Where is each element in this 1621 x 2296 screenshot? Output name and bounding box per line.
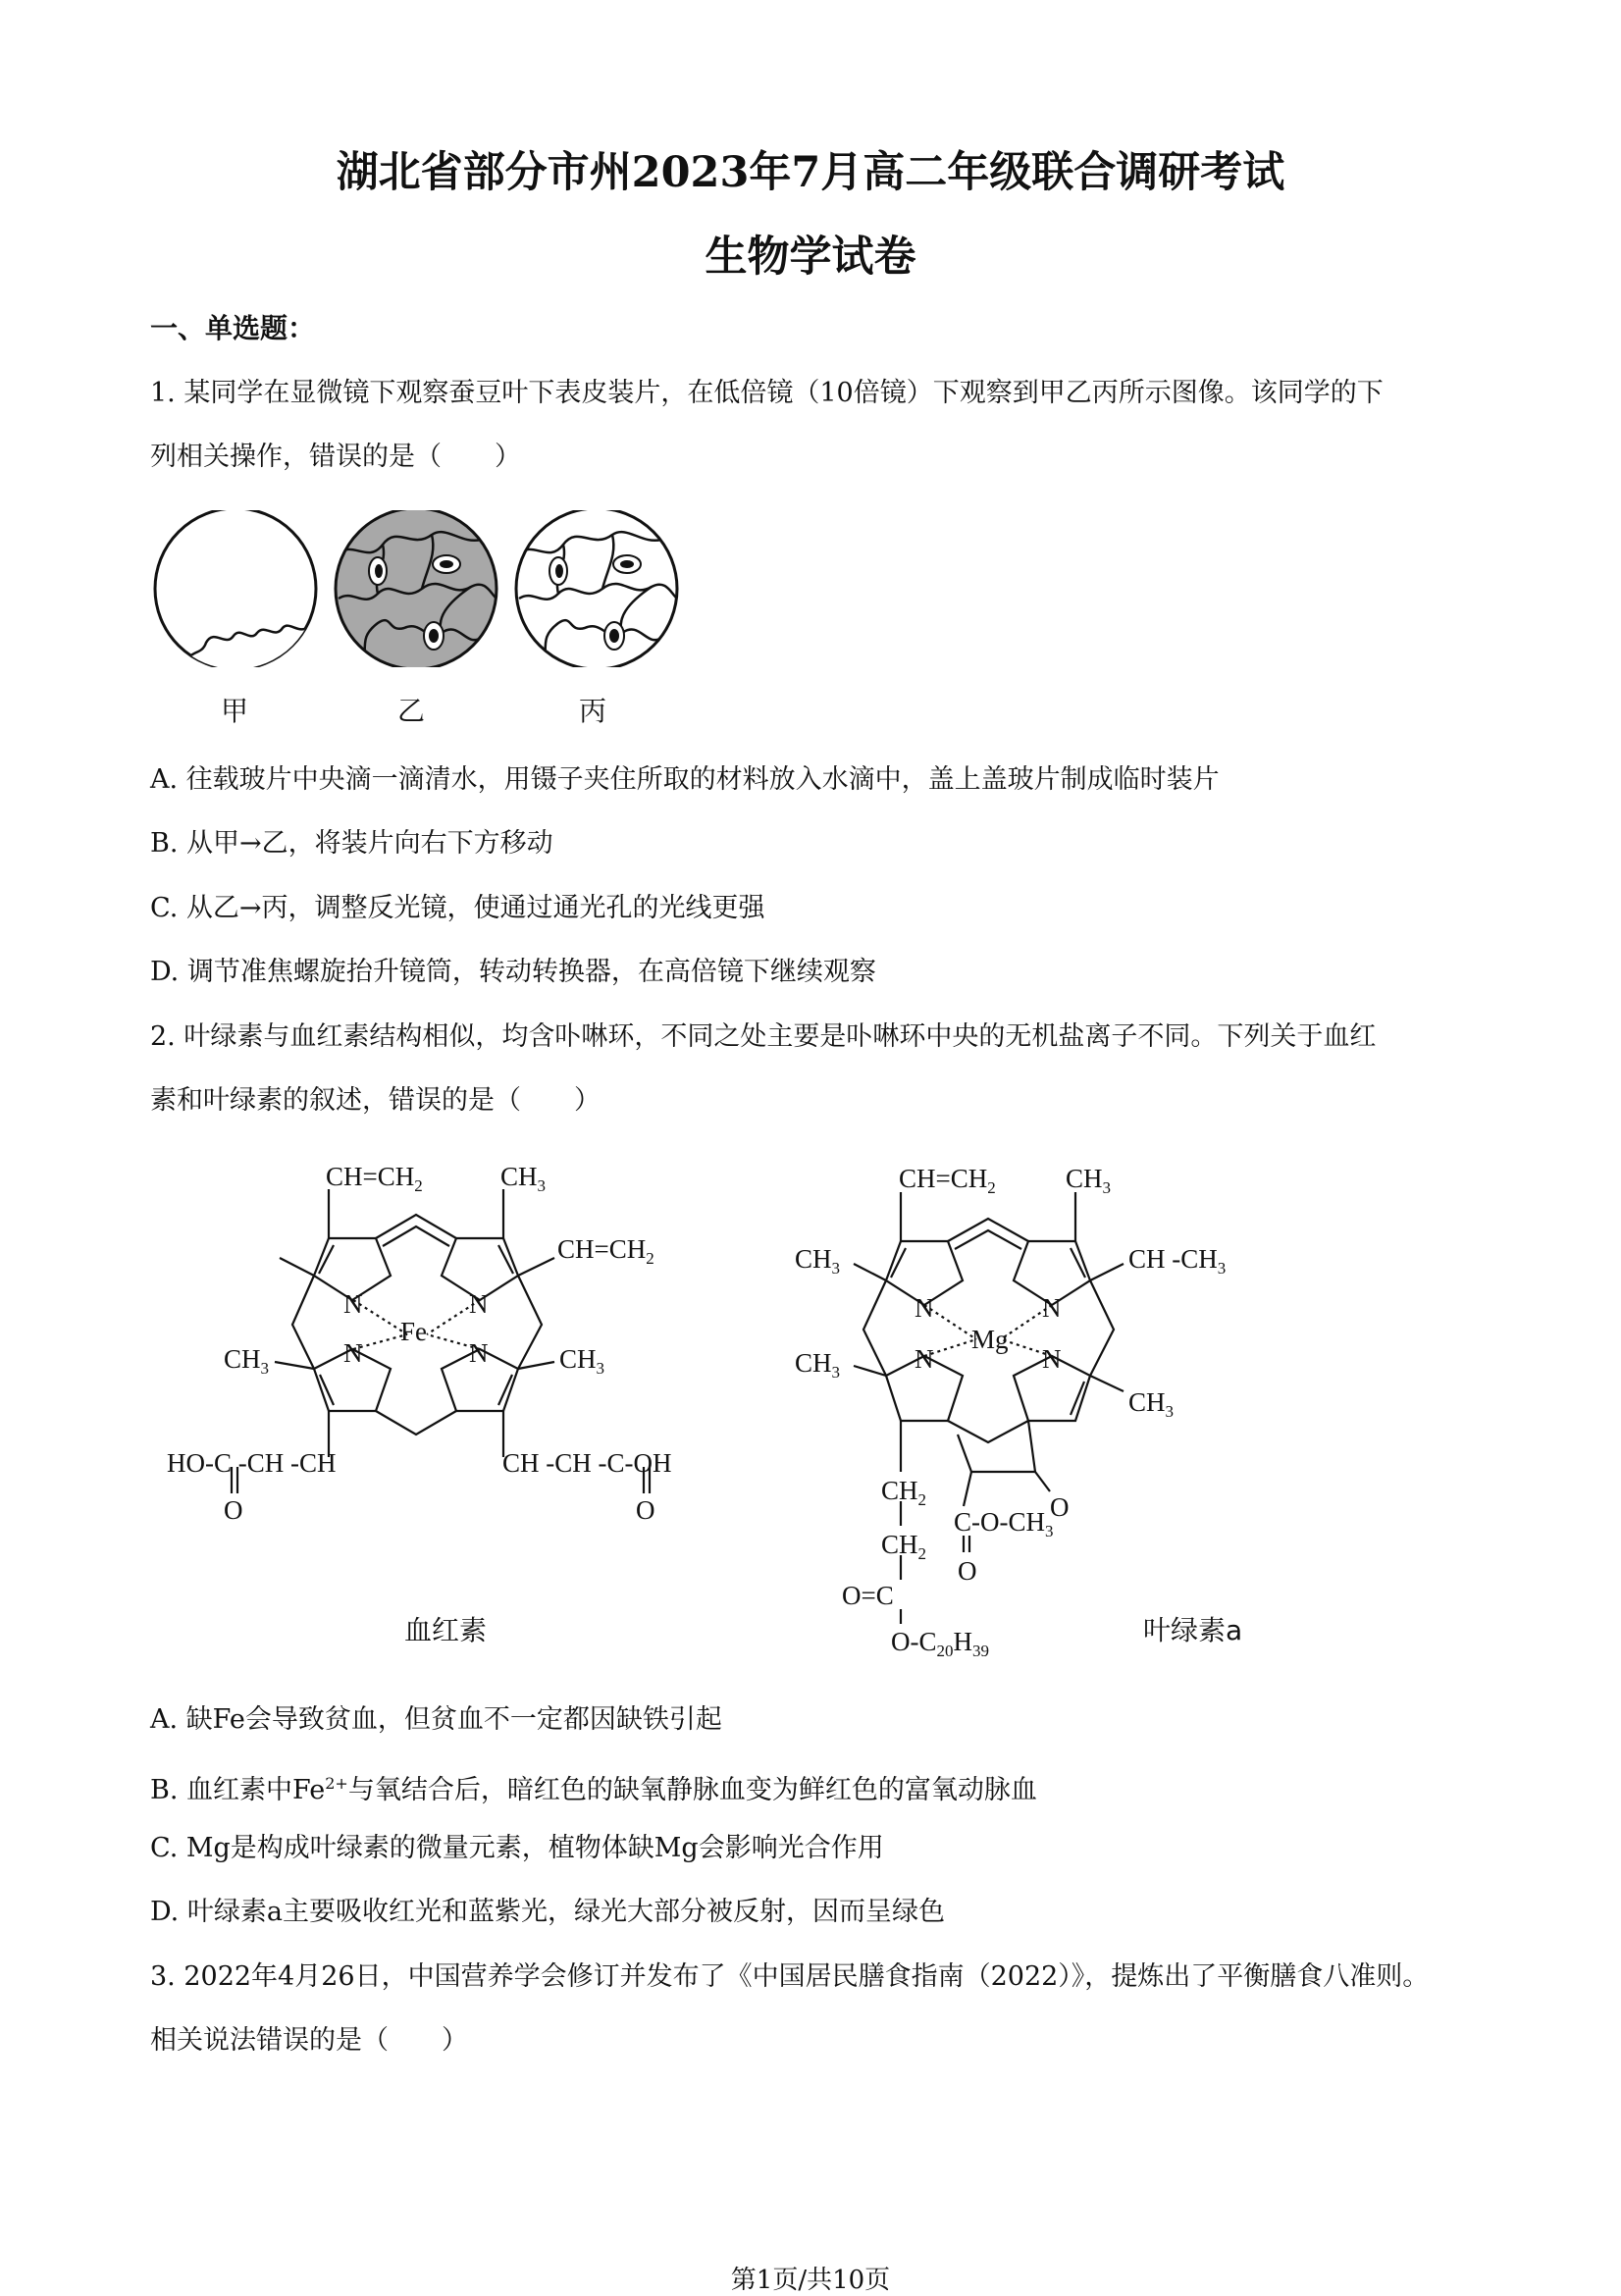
- heme-caption: 血红素: [404, 1614, 488, 1646]
- q2-option-c: C. Mg是构成叶绿素的微量元素，植物体缺Mg会影响光合作用: [150, 1833, 884, 1863]
- chl-carbonyl: O=C: [842, 1581, 894, 1610]
- q1-option-d: D. 调节准焦螺旋抬升镜筒，转动转换器，在高倍镜下继续观察: [150, 957, 876, 987]
- chl-left-top-methyl: $CH_3$: [795, 1244, 841, 1278]
- heme-n3: N: [343, 1338, 363, 1368]
- chl-mg: Mg: [971, 1325, 1009, 1354]
- heme-n1: N: [343, 1289, 363, 1319]
- section-heading: 一、单选题：: [150, 312, 316, 344]
- chl-top-right-methyl: $CH_3$: [1066, 1164, 1112, 1197]
- q2-option-b: B. 血红素中$Fe^{2+}$与氧结合后，暗红色的缺氧静脉血变为鲜红色的富氧动脉血: [150, 1774, 1037, 1805]
- view-yi-circle: [336, 510, 497, 667]
- heme-bottom-right-chain: CH -CH -C-OH: [502, 1448, 672, 1478]
- q1-stem-line2: 列相关操作，错误的是（ ）: [150, 442, 521, 472]
- chl-n3: N: [915, 1344, 934, 1374]
- microscope-views-figure: [147, 510, 697, 667]
- heme-left-methyl: $CH_3$: [224, 1344, 270, 1378]
- heme-top-left-vinyl: $CH=CH_2$: [326, 1162, 423, 1195]
- heme-right-methyl: $CH_3$: [559, 1344, 605, 1378]
- chl-right-mid-methyl: $CH_3$: [1128, 1387, 1175, 1421]
- heme-bottom-left-chain: HO-C -CH -CH: [167, 1448, 337, 1478]
- chlorophyll-caption: 叶绿素a: [1143, 1614, 1243, 1646]
- heme-carbonyl-o-right: O: [636, 1495, 655, 1525]
- q3-stem-line2: 相关说法错误的是（ ）: [150, 2025, 468, 2056]
- chl-phytol-tail: $O-C_{20}H_{39}$: [891, 1627, 989, 1658]
- exam-subtitle: 生物学试卷: [705, 233, 916, 282]
- view-jia-circle: [155, 510, 319, 667]
- chlorophyll-structure-figure: [785, 1148, 1374, 1658]
- heme-n2: N: [469, 1289, 489, 1319]
- heme-right-vinyl: $CH=CH_2$: [557, 1234, 654, 1268]
- page-number: 第1页/共10页: [730, 2266, 891, 2295]
- fig-label-bing: 丙: [579, 695, 607, 727]
- heme-n4: N: [469, 1338, 489, 1368]
- q2-stem-line2: 素和叶绿素的叙述，错误的是（ ）: [150, 1085, 601, 1116]
- q1-stem-line1: 1. 某同学在显微镜下观察蚕豆叶下表皮装片，在低倍镜（10倍镜）下观察到甲乙丙所示图像。该同学的下: [150, 378, 1384, 408]
- heme-structure-figure: [157, 1148, 746, 1560]
- q1-option-b: B. 从甲→乙，将装片向右下方移动: [150, 828, 553, 859]
- q2-stem-line1: 2. 叶绿素与血红素结构相似，均含卟啉环，不同之处主要是卟啉环中央的无机盐离子不同。下列关于血红: [150, 1021, 1377, 1052]
- chl-n2: N: [1042, 1293, 1062, 1323]
- chl-ester-o: O: [958, 1556, 977, 1586]
- chl-n4: N: [1042, 1344, 1062, 1374]
- view-bing-circle: [516, 510, 677, 667]
- chl-n1: N: [915, 1293, 934, 1323]
- chl-top-vinyl: $CH=CH_2$: [899, 1164, 996, 1197]
- q1-option-c: C. 从乙→丙，调整反光镜，使通过通光孔的光线更强: [150, 893, 765, 923]
- chl-ketone-o: O: [1050, 1492, 1070, 1522]
- q1-option-a: A. 往载玻片中央滴一滴清水，用镊子夹住所取的材料放入水滴中，盖上盖玻片制成临时装片: [150, 764, 1220, 795]
- exam-title: 湖北省部分市州2023年7月高二年级联合调研考试: [336, 148, 1285, 197]
- q2-option-a: A. 缺Fe会导致贫血，但贫血不一定都因缺铁引起: [150, 1704, 722, 1735]
- q3-stem-line1: 3. 2022年4月26日，中国营养学会修订并发布了《中国居民膳食指南（2022）》，提炼出了平衡膳食八准则。: [150, 1961, 1430, 1992]
- chl-ch2-2: $CH_2$: [881, 1530, 927, 1563]
- fig-label-yi: 乙: [397, 695, 426, 727]
- chl-ch2-1: $CH_2$: [881, 1476, 927, 1509]
- fig-label-jia: 甲: [221, 695, 249, 727]
- heme-top-right-methyl: $CH_3$: [500, 1162, 547, 1195]
- chl-left-mid-methyl: $CH_3$: [795, 1348, 841, 1382]
- heme-fe: Fe: [400, 1317, 427, 1346]
- chl-right-ethyl: CH $-CH_3$: [1128, 1244, 1227, 1278]
- chl-ester: $C-O-CH_3$: [954, 1507, 1054, 1540]
- heme-carbonyl-o-left: O: [224, 1495, 243, 1525]
- q2-option-d: D. 叶绿素a主要吸收红光和蓝紫光，绿光大部分被反射，因而呈绿色: [150, 1897, 945, 1927]
